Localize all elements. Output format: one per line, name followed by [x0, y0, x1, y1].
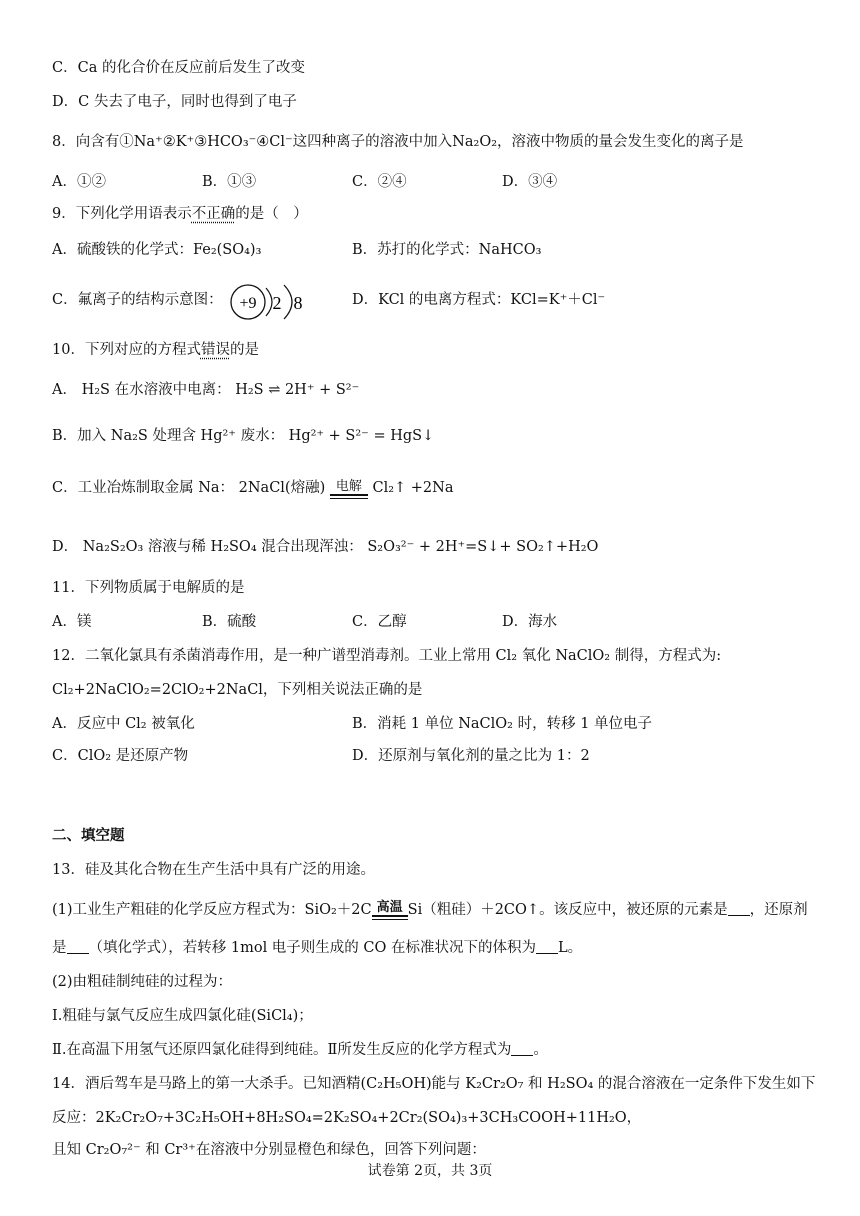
q12-option-b: B．消耗 1 单位 NaClO₂ 时，转移 1 单位电子: [352, 716, 653, 732]
answer-blank-reducer[interactable]: [67, 939, 89, 954]
q7-option-d: D．C 失去了电子，同时也得到了电子: [52, 94, 297, 110]
page-footer: 试卷第 2页，共 3页: [367, 1163, 493, 1179]
q11-stem: 11．下列物质属于电解质的是: [52, 580, 245, 596]
q11-options: [52, 612, 557, 632]
q8-stem: 8．向含有①Na⁺②K⁺③HCO₃⁻④Cl⁻这四种离子的溶液中加入Na₂O₂，溶液中物质的量会发生变化的离子是: [52, 134, 744, 150]
q12-option-d: D．还原剂与氧化剂的量之比为 1：2: [352, 748, 590, 764]
high-temp-condition: [372, 901, 408, 920]
answer-blank-volume[interactable]: [536, 939, 558, 954]
q13-stem: 13．硅及其化合物在生产生活中具有广泛的用途。: [52, 862, 375, 878]
nucleus-charge: +9: [239, 295, 257, 312]
q13-step-2-post: 。: [533, 1042, 548, 1058]
q11-option-c: C．乙醇: [352, 614, 407, 630]
q9-stem-post: 的是（ ）: [235, 206, 308, 222]
q9-stem: [52, 204, 308, 224]
q8-option-a: A．①②: [52, 174, 106, 190]
electrolysis-label: 电解: [335, 479, 362, 494]
q9-option-a: A．硫酸铁的化学式：Fe₂(SO₄)₃: [52, 242, 262, 258]
q12-option-a: A．反应中 Cl₂ 被氧化: [52, 716, 195, 732]
q10-option-c: [52, 478, 453, 499]
q13-step-2: [52, 1040, 548, 1060]
q13-part-1: [52, 900, 808, 920]
q10-stem: [52, 340, 259, 360]
q11-option-a: A．镁: [52, 614, 92, 630]
q9-option-d: D．KCl 的电离方程式：KCl=K⁺＋Cl⁻: [352, 292, 606, 308]
q13-part-1b: [52, 938, 582, 958]
q10-option-a: A． H₂S 在水溶液中电离： H₂S ⇌ 2H⁺ + S²⁻: [52, 382, 360, 398]
q10-stem-pre: 10．下列对应的方程式: [52, 342, 201, 358]
q10-option-d: D． Na₂S₂O₃ 溶液与稀 H₂SO₄ 混合出现浑浊： S₂O₃²⁻ + 2H⁺=S↓+ SO₂↑+H₂O: [52, 539, 599, 555]
q8-options: [52, 172, 557, 192]
q13-step-1: Ⅰ.粗硅与氯气反应生成四氯化硅(SiCl₄)；: [52, 1008, 313, 1024]
q13-part-2: (2)由粗硅制纯硅的过程为：: [52, 974, 233, 990]
q10-option-c-post: Cl₂↑ +2Na: [372, 480, 454, 496]
q8-option-c: C．②④: [352, 174, 407, 190]
electron-shell-2: [284, 285, 292, 319]
q14-stem-3: 且知 Cr₂O₇²⁻ 和 Cr³⁺在溶液中分别显橙色和绿色，回答下列问题：: [52, 1142, 486, 1158]
q11-option-d: D．海水: [502, 614, 558, 630]
q9-option-c: C．氟离子的结构示意图：: [52, 292, 223, 308]
q10-stem-emphasis: 错误: [200, 342, 230, 358]
q11-option-b: B．硫酸: [202, 614, 257, 630]
q12-option-c: C．ClO₂ 是还原产物: [52, 748, 189, 764]
q8-option-d: D．③④: [502, 174, 558, 190]
answer-blank-equation[interactable]: [511, 1041, 533, 1056]
q13-part-1-mid: Si（粗硅）＋2CO↑。该反应中，被还原的元素是: [407, 902, 728, 918]
fluoride-ion-diagram: [226, 282, 316, 322]
q8-option-b: B．①③: [202, 174, 257, 190]
q12-stem-1: 12．二氧化氯具有杀菌消毒作用，是一种广谱型消毒剂。工业上常用 Cl₂ 氧化 NaClO₂ 制得，方程式为:: [52, 648, 722, 664]
q7-option-c: C．Ca 的化合价在反应前后发生了改变: [52, 60, 305, 76]
shell-1-count: 2: [272, 293, 282, 313]
q14-stem-2: 反应：2K₂Cr₂O₇+3C₂H₅OH+8H₂SO₄=2K₂SO₄+2Cr₂(SO₄)₃+3CH₃COOH+11H₂O，: [52, 1110, 642, 1126]
shell-2-count: 8: [293, 293, 303, 313]
q13-part-1b-post: L。: [558, 940, 583, 956]
q13-part-1b-mid: （填化学式），若转移 1mol 电子则生成的 CO 在标准状况下的体积为: [88, 940, 537, 956]
section-title: 二、填空题: [52, 827, 125, 844]
q10-option-c-pre: C．工业冶炼制取金属 Na： 2NaCl(熔融): [52, 480, 326, 496]
q10-stem-post: 的是: [229, 342, 259, 358]
q9-stem-emphasis: 不正确: [191, 206, 236, 222]
electrolysis-condition: [330, 480, 368, 499]
q13-step-2-pre: Ⅱ.在高温下用氢气还原四氯化硅得到纯硅。Ⅱ所发生反应的化学方程式为: [52, 1042, 512, 1058]
q14-stem-1: 14．酒后驾车是马路上的第一大杀手。已知酒精(C₂H₅OH)能与 K₂Cr₂O₇ 和 H₂SO₄ 的混合溶液在一定条件下发生如下: [52, 1076, 816, 1092]
q13-part-1-pre: (1)工业生产粗硅的化学反应方程式为：SiO₂＋2C: [52, 902, 372, 918]
q13-part-1b-pre: 是: [52, 940, 67, 956]
q13-part-1-post: ，还原剂: [749, 902, 808, 918]
answer-blank-element[interactable]: [728, 901, 750, 916]
high-temp-label: 高温: [376, 900, 403, 915]
q10-option-b: B．加入 Na₂S 处理含 Hg²⁺ 废水： Hg²⁺ + S²⁻ = HgS↓: [52, 428, 435, 444]
q9-option-b: B．苏打的化学式：NaHCO₃: [352, 242, 542, 258]
q9-stem-pre: 9．下列化学用语表示: [52, 206, 192, 222]
q12-stem-2: Cl₂+2NaClO₂=2ClO₂+2NaCl，下列相关说法正确的是: [52, 682, 423, 698]
electron-shell-1: [266, 288, 272, 316]
